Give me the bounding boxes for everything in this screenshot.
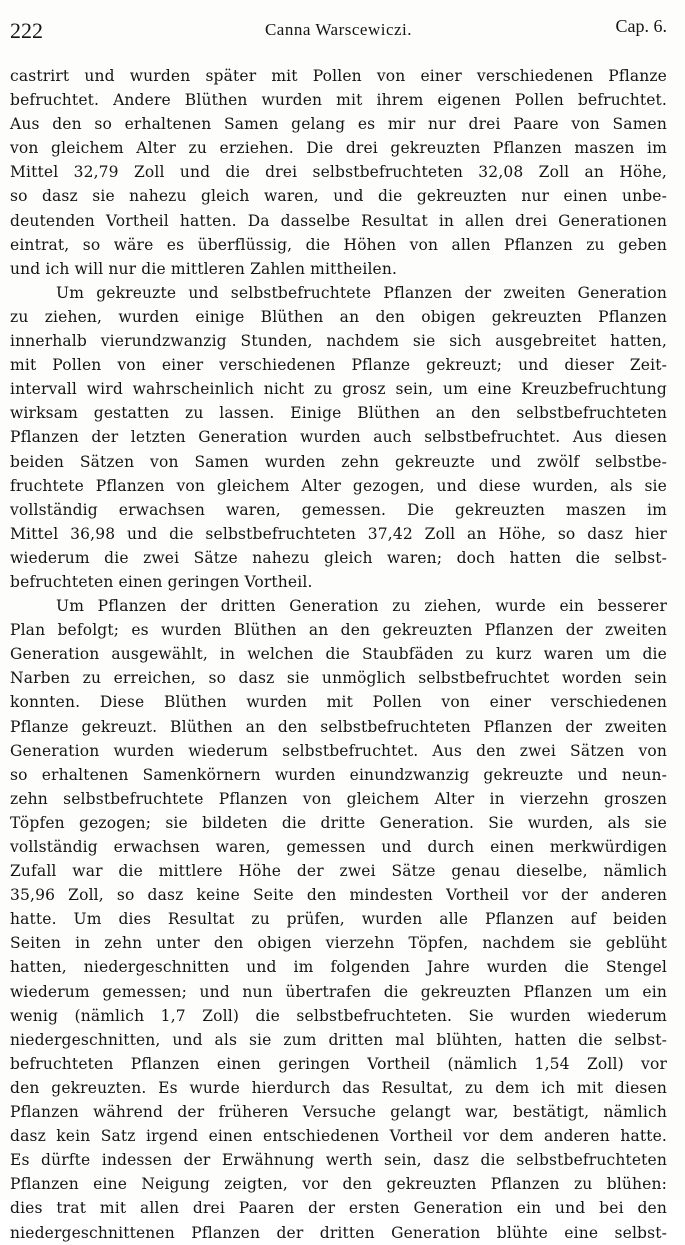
text-line: befruchtet. Andere Blüthen wurden mit ihrem eigenen Pollen befruchtet. xyxy=(10,91,667,110)
text-line: Töpfen gezogen; sie bildeten die dritte Generation. Sie wurden, als sie xyxy=(10,813,667,832)
text-line: Um gekreuzte und selbstbefruchtete Pflanzen der zweiten Generation xyxy=(56,283,667,302)
text-line: zu ziehen, wurden einige Blüthen an den obigen gekreuzten Pflanzen xyxy=(10,307,667,326)
text-line: Seiten in zehn unter den obigen vierzehn Töpfen, nachdem sie geblüht xyxy=(10,934,667,953)
text-line: Pflanzen während der früheren Versuche gelangt war, bestätigt, nämlich xyxy=(10,1103,667,1122)
paragraph xyxy=(10,281,667,594)
text-line: eintrat, so wäre es überflüssig, die Höhen von allen Pflanzen zu geben xyxy=(10,235,667,254)
text-line: intervall wird wahrscheinlich nicht zu grosz sein, um eine Kreuzbefruchtung xyxy=(10,380,667,399)
text-line: so erhaltenen Samenkörnern wurden einundzwanzig gekreuzte und neun- xyxy=(10,765,667,784)
text-line: deutenden Vortheil hatten. Da dasselbe Resultat in allen drei Generationen xyxy=(10,211,667,230)
text-line: beiden Sätzen von Samen wurden zehn gekreuzte und zwölf selbstbe- xyxy=(10,452,667,471)
text-line: Generation ausgewählt, in welchen die Staubfäden zu kurz waren um die xyxy=(10,645,667,664)
text-line: so dasz sie nahezu gleich waren, und die gekreuzten nur einen unbe- xyxy=(10,187,667,206)
text-line: Pflanzen eine Neigung zeigten, vor den gekreuzten Pflanzen zu blühen: xyxy=(10,1175,667,1194)
text-line: befruchteten einen geringen Vortheil. xyxy=(10,572,313,591)
body-text xyxy=(10,64,667,1245)
text-line: castrirt und wurden später mit Pollen von einer verschiedenen Pflanze xyxy=(10,67,667,85)
page-number: 222 xyxy=(10,18,43,43)
paragraph xyxy=(10,64,667,281)
text-line: hatte. Um dies Resultat zu prüfen, wurden alle Pflanzen auf beiden xyxy=(10,910,667,929)
text-line: Narben zu erreichen, so dasz sie unmöglich selbstbefruchtet worden sein xyxy=(10,669,667,688)
text-line: zehn selbstbefruchtete Pflanzen von gleichem Alter in vierzehn groszen xyxy=(10,789,667,808)
text-line: konnten. Diese Blüthen wurden mit Pollen von einer verschiedenen xyxy=(10,693,667,712)
text-line: wiederum gemessen; und nun übertrafen die gekreuzten Pflanzen um ein xyxy=(10,982,667,1001)
text-line: Es dürfte indessen der Erwähnung werth sein, dasz die selbstbefruchteten xyxy=(10,1151,667,1170)
text-line: Mittel 36,98 und die selbstbefruchteten 37,42 Zoll an Höhe, so dasz hier xyxy=(10,524,667,543)
text-line: wirksam gestatten zu lassen. Einige Blüthen an den selbstbefruchteten xyxy=(10,404,667,423)
text-line: den gekreuzten. Es wurde hierdurch das Resultat, zu dem ich mit diesen xyxy=(10,1078,667,1097)
text-line: dasz kein Satz irgend einen entschiedenen Vortheil vor dem anderen hatte. xyxy=(10,1127,667,1146)
text-line: wiederum die zwei Sätze nahezu gleich waren; doch hatten die selbst- xyxy=(10,548,667,567)
text-line: hatten, niedergeschnitten und im folgenden Jahre wurden die Stengel xyxy=(10,958,667,977)
text-line: Pflanze gekreuzt. Blüthen an den selbstbefruchteten Pflanzen der zweiten xyxy=(10,717,667,736)
text-line: innerhalb vierundzwanzig Stunden, nachdem sie sich ausgebreitet hatten, xyxy=(10,332,667,351)
text-line: niedergeschnitten, und als sie zum dritten mal blühten, hatten die selbst- xyxy=(10,1030,667,1049)
text-line: Mittel 32,79 Zoll und die drei selbstbefruchteten 32,08 Zoll an Höhe, xyxy=(10,163,667,182)
text-line: Pflanzen der letzten Generation wurden auch selbstbefruchtet. Aus diesen xyxy=(10,428,667,447)
text-line: niedergeschnittenen Pflanzen der dritten Generation blühte eine selbst- xyxy=(10,1223,667,1242)
text-line: dies trat mit allen drei Paaren der ersten Generation ein und bei den xyxy=(10,1199,667,1218)
text-line: Zufall war die mittlere Höhe der zwei Sätze genau dieselbe, nämlich xyxy=(10,862,667,881)
text-line: 35,96 Zoll, so dasz keine Seite den mindesten Vortheil vor der anderen xyxy=(10,886,667,905)
paragraph xyxy=(10,594,667,1245)
text-line: Um Pflanzen der dritten Generation zu ziehen, wurde ein besserer xyxy=(56,597,667,616)
text-line: von gleichem Alter zu erziehen. Die drei gekreuzten Pflanzen maszen im xyxy=(10,139,667,158)
text-line: vollständig erwachsen waren, gemessen. Die gekreuzten maszen im xyxy=(10,500,667,519)
text-line: wenig (nämlich 1,7 Zoll) die selbstbefruchteten. Sie wurden wiederum xyxy=(10,1006,667,1025)
text-line: fruchtete Pflanzen von gleichem Alter gezogen, und diese wurden, als sie xyxy=(10,476,667,495)
chapter-label: Cap. 6. xyxy=(615,16,667,36)
page-header xyxy=(10,12,667,48)
text-line: Aus den so erhaltenen Samen gelang es mir nur drei Paare von Samen xyxy=(10,115,667,134)
text-line: Plan befolgt; es wurden Blüthen an den gekreuzten Pflanzen der zweiten xyxy=(10,621,667,640)
text-line: mit Pollen von einer verschiedenen Pflanze gekreuzt; und dieser Zeit- xyxy=(10,356,667,375)
text-line: und ich will nur die mittleren Zahlen mittheilen. xyxy=(10,259,398,278)
text-line: vollständig erwachsen waren, gemessen und durch einen merkwürdigen xyxy=(10,838,667,856)
text-line: Generation wurden wiederum selbstbefruchtet. Aus den zwei Sätzen von xyxy=(10,741,667,760)
running-title: Canna Warscewiczi. xyxy=(264,20,413,39)
text-line: befruchteten Pflanzen einen geringen Vortheil (nämlich 1,54 Zoll) vor xyxy=(10,1054,667,1073)
